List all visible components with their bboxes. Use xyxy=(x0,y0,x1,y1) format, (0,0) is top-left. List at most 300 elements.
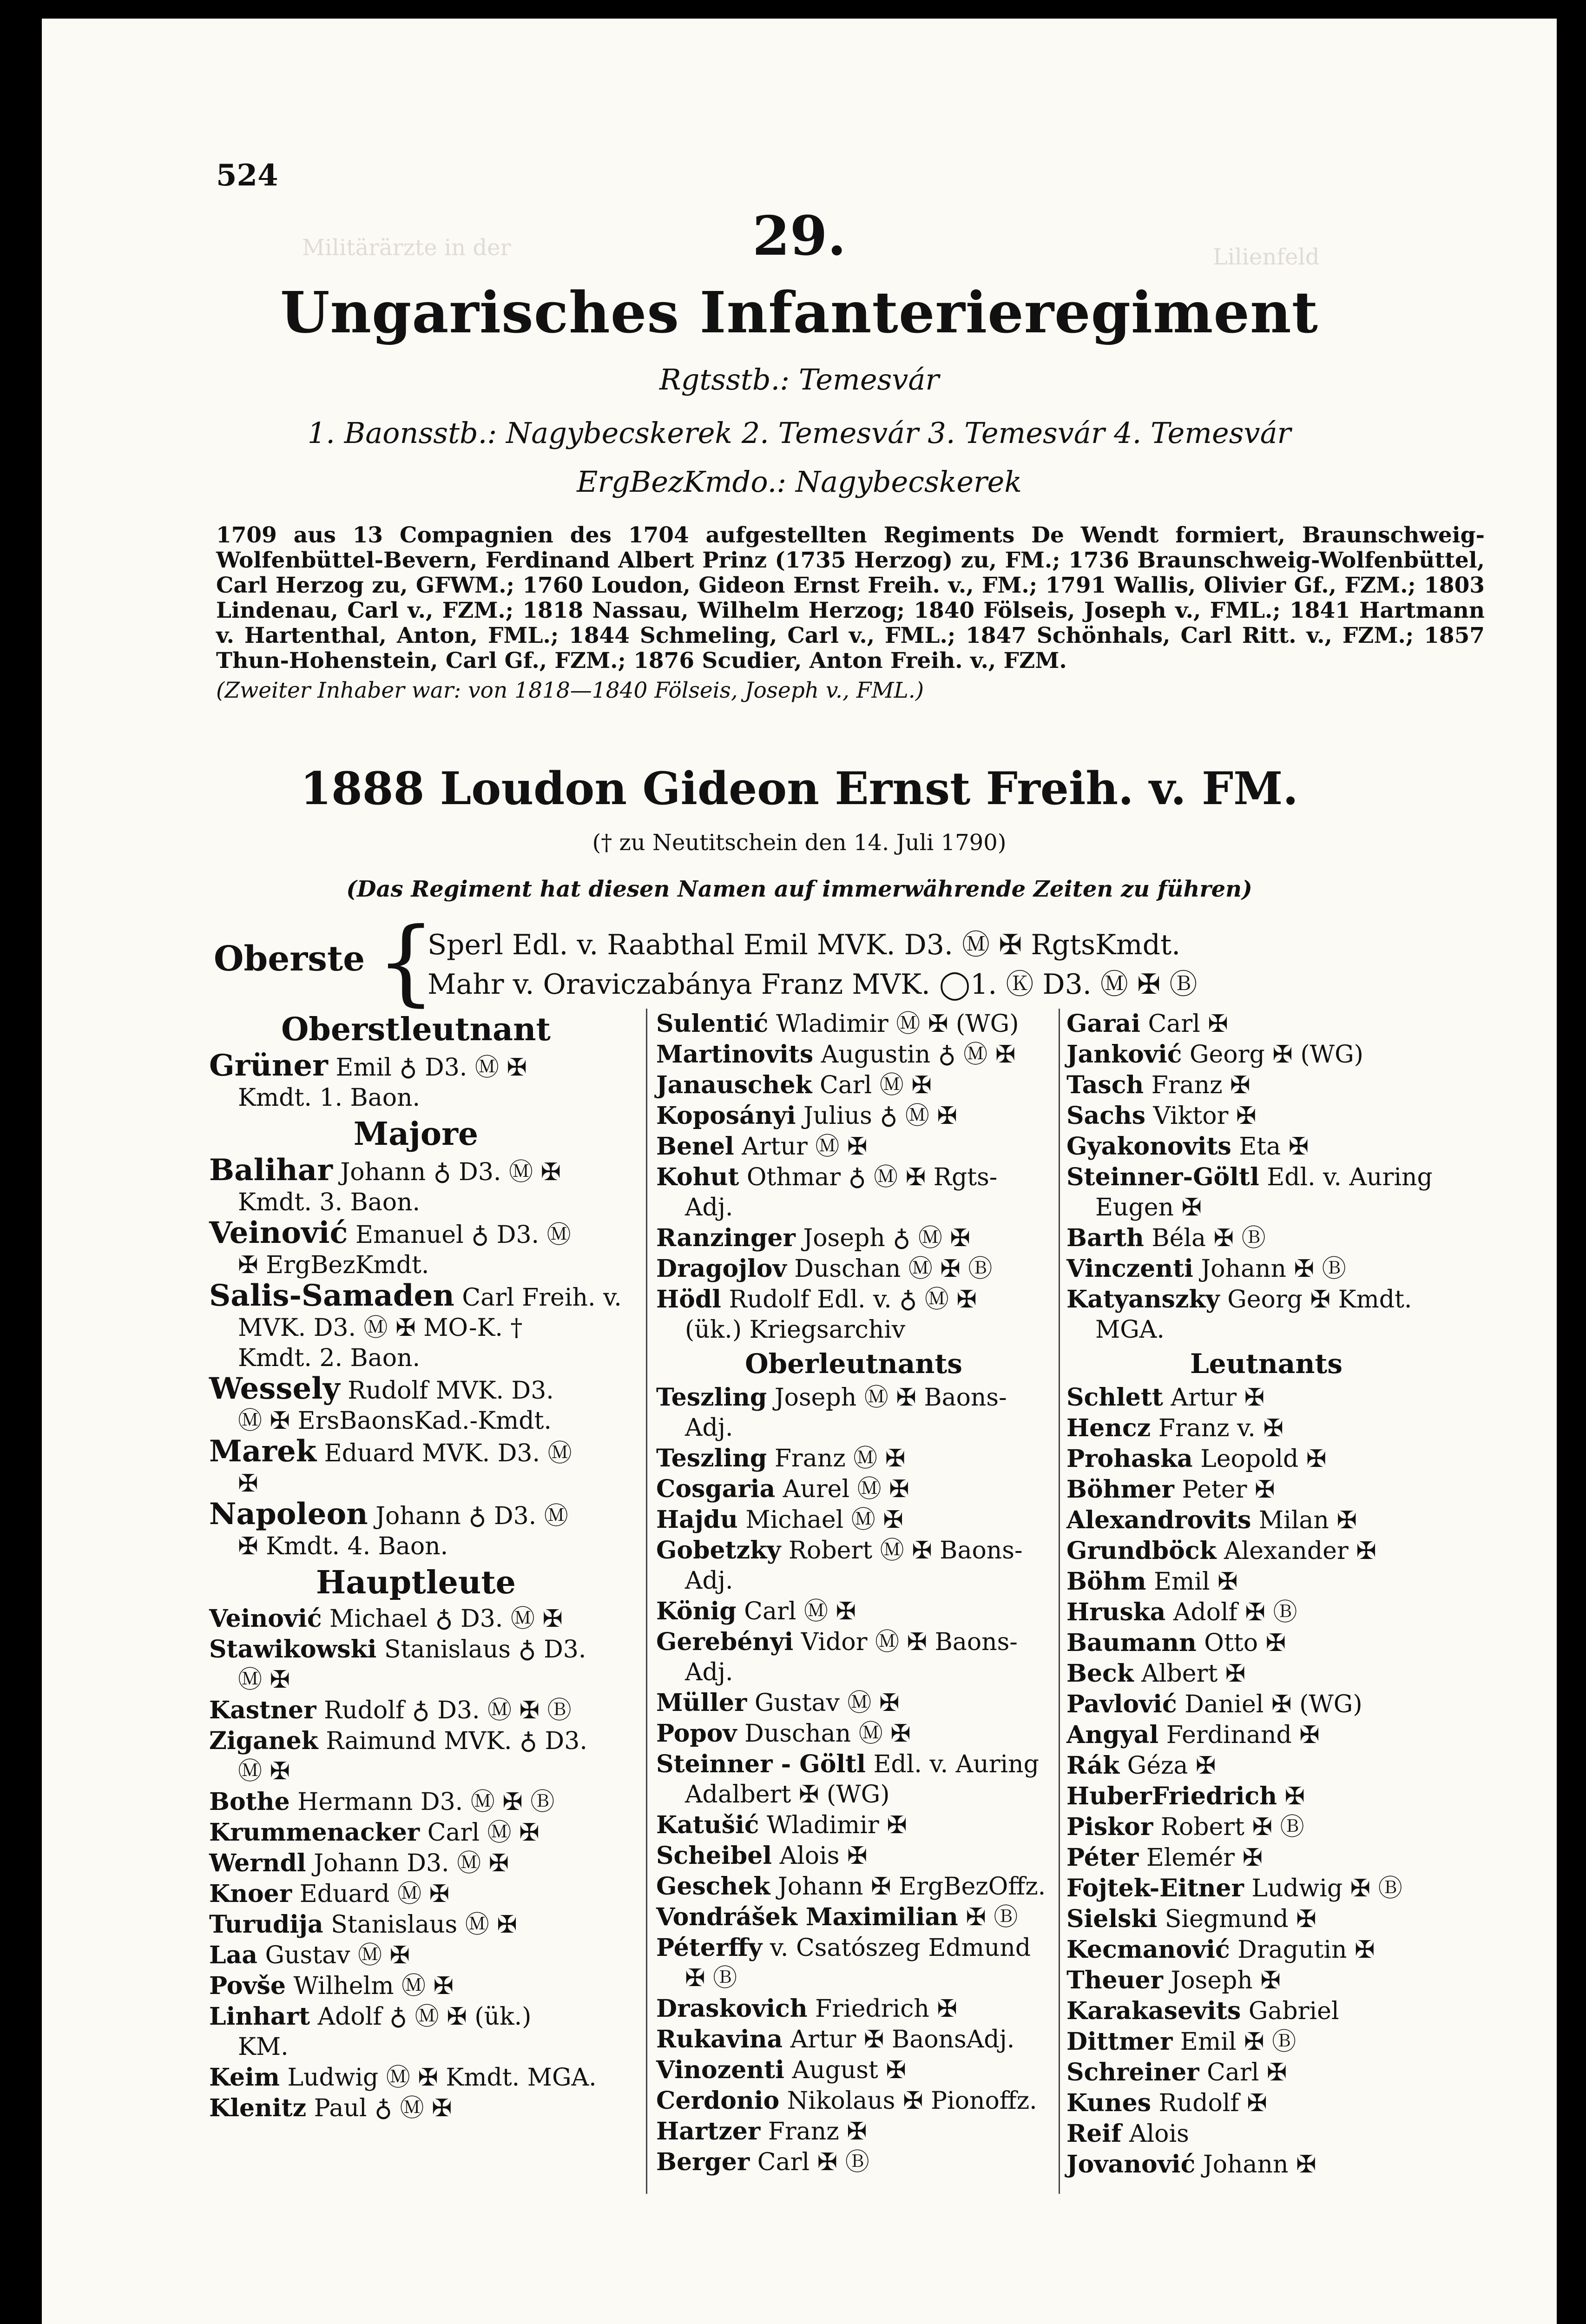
officer-entry xyxy=(1066,1101,1466,1131)
entry-continuation: Adalbert ✠ (WG) xyxy=(685,1781,890,1809)
officer-surname: Péterffy xyxy=(656,1934,763,1962)
officer-entry xyxy=(1066,1162,1466,1193)
officer-surname: Piskor xyxy=(1066,1813,1153,1841)
officer-details: Béla ✠ Ⓑ xyxy=(1144,1224,1266,1252)
officer-surname: Garai xyxy=(1066,1010,1140,1038)
officer-details: Joseph ✠ xyxy=(1163,1967,1281,1994)
owner-death-note: († zu Neutitschein den 14. Juli 1790) xyxy=(592,830,1007,856)
officer-surname: Povše xyxy=(209,1972,286,2000)
entry-continuation: KM. xyxy=(238,2033,289,2061)
officer-surname: Koposányi xyxy=(656,1102,796,1130)
officer-details: Eduard MVK. D3. Ⓜ xyxy=(316,1439,572,1467)
officer-entry xyxy=(1066,1658,1466,1689)
officer-entry xyxy=(1066,1009,1466,1039)
roster-column-1 xyxy=(209,1009,623,2124)
oberst-entry: Sperl Edl. v. Raabthal Emil MVK. D3. Ⓜ ✠ RgtsKmdt. xyxy=(428,929,1181,961)
officer-entry xyxy=(1066,1628,1466,1658)
officer-details: Daniel ✠ (WG) xyxy=(1177,1690,1362,1718)
officer-surname: Werndl xyxy=(209,1849,306,1877)
bleed-through-text: Lilienfeld xyxy=(1213,244,1320,270)
officer-surname: Ranzinger xyxy=(656,1224,796,1252)
officer-details: Stanislaus ♁ D3. xyxy=(376,1636,586,1664)
officer-details: Elemér ✠ xyxy=(1138,1844,1263,1872)
officer-details: Milan ✠ xyxy=(1251,1506,1357,1534)
officer-surname: HuberFriedrich xyxy=(1066,1782,1277,1810)
officer-details: Peter ✠ xyxy=(1174,1476,1275,1504)
officer-surname: Baumann xyxy=(1066,1629,1197,1657)
officer-entry xyxy=(1066,1536,1466,1566)
officer-details: Carl Ⓜ ✠ xyxy=(736,1598,856,1625)
officer-details: Stanislaus Ⓜ ✠ xyxy=(323,1911,517,1939)
officer-details: Adolf ✠ Ⓑ xyxy=(1165,1598,1297,1626)
officer-details: Michael ♁ D3. Ⓜ ✠ xyxy=(322,1605,563,1633)
officer-entry xyxy=(656,1131,1051,1162)
officer-entry xyxy=(209,1634,623,1665)
officer-entry xyxy=(656,1902,1051,1933)
officer-entry xyxy=(656,2055,1051,2086)
officer-details: Michael Ⓜ ✠ xyxy=(737,1506,903,1534)
officer-details: Emanuel ♁ D3. Ⓜ xyxy=(348,1221,571,1249)
officer-details: Augustin ♁ Ⓜ ✠ xyxy=(813,1041,1016,1069)
officer-entry xyxy=(656,1688,1051,1718)
entry-continuation: Eugen ✠ xyxy=(1095,1194,1202,1221)
officer-details: Carl ✠ xyxy=(1199,2059,1287,2086)
officer-details: Artur Ⓜ ✠ xyxy=(734,1133,868,1161)
regiment-name: Ungarisches Infanterieregiment xyxy=(280,279,1319,346)
officer-surname: Gobetzky xyxy=(656,1536,781,1565)
second-owner-note: (Zweiter Inhaber war: von 1818—1840 Fölseis, Joseph v., FML.) xyxy=(216,678,924,703)
officer-surname: Steinner - Göltl xyxy=(656,1750,866,1778)
officer-details: Paul ♁ Ⓜ ✠ xyxy=(306,2094,452,2122)
column-divider xyxy=(1059,1009,1060,2194)
officer-details: v. Csatószeg Edmund xyxy=(762,1934,1031,1962)
officer-entry xyxy=(656,1871,1051,1902)
regiment-history xyxy=(216,523,1485,703)
officer-entry xyxy=(209,1817,623,1848)
officer-surname: Laa xyxy=(209,1941,257,1969)
officer-surname: Müller xyxy=(656,1689,747,1717)
officer-details: Georg ✠ (WG) xyxy=(1182,1041,1363,1069)
officer-surname: Stawikowski xyxy=(209,1635,377,1664)
officer-entry xyxy=(1066,1597,1466,1628)
rank-heading: Majore xyxy=(353,1116,479,1153)
officer-surname: Kunes xyxy=(1066,2089,1152,2117)
officer-details: Gustav Ⓜ ✠ xyxy=(257,1941,410,1969)
officer-details: Carl Ⓜ ✠ xyxy=(420,1819,540,1847)
officer-details: Franz v. ✠ xyxy=(1151,1414,1283,1442)
officer-details: Artur ✠ xyxy=(1163,1384,1265,1412)
officer-entry xyxy=(1066,1382,1466,1413)
officer-details: Johann ✠ Ⓑ xyxy=(1193,1255,1346,1283)
officer-details: Wladimir ✠ xyxy=(759,1811,907,1839)
officer-surname: Angyal xyxy=(1066,1721,1159,1749)
officer-surname: Reif xyxy=(1066,2119,1122,2148)
officer-surname: Vondrášek Maximilian xyxy=(656,1903,958,1931)
officer-entry xyxy=(656,2147,1051,2178)
officer-surname: Böhm xyxy=(1066,1567,1146,1596)
officer-surname: Knoer xyxy=(209,1880,292,1908)
page-number: 524 xyxy=(216,158,278,193)
brace-icon: { xyxy=(376,908,436,1016)
officer-details: ✠ xyxy=(1277,1783,1305,1810)
officer-details: Adolf ♁ Ⓜ ✠ (ük.) xyxy=(310,2003,532,2031)
officer-entry xyxy=(209,1373,623,1406)
officer-entry xyxy=(656,2024,1051,2055)
officer-details: Rudolf ✠ xyxy=(1151,2089,1267,2117)
officer-entry xyxy=(209,1499,623,1532)
officer-surname: Jovanović xyxy=(1066,2150,1196,2179)
column-divider xyxy=(646,1009,647,2194)
officer-entry xyxy=(1066,1812,1466,1842)
oberste-heading: Oberste xyxy=(214,939,365,979)
officer-entry xyxy=(1066,1934,1466,1965)
officer-details: Julius ♁ Ⓜ ✠ xyxy=(796,1102,958,1130)
officer-entry xyxy=(1066,1254,1466,1284)
officer-surname: Ziganek xyxy=(209,1727,318,1755)
officer-surname: Turudija xyxy=(209,1910,323,1939)
officer-entry xyxy=(656,1223,1051,1254)
officer-surname: Benel xyxy=(656,1132,734,1161)
officer-surname: Péter xyxy=(1066,1843,1139,1872)
officer-details: Raimund MVK. ♁ D3. xyxy=(318,1727,587,1755)
officer-details: ✠ Ⓑ xyxy=(958,1903,1018,1931)
officer-details: Johann ✠ xyxy=(1195,2151,1316,2179)
roster-column-2 xyxy=(656,1009,1051,2178)
officer-surname: Keim xyxy=(209,2063,280,2092)
recruiting-district: ErgBezKmdo.: Nagybecskerek xyxy=(577,465,1022,499)
officer-surname: Kecmanović xyxy=(1066,1935,1230,1964)
regiment-number: 29. xyxy=(752,205,846,268)
officer-surname: Theuer xyxy=(1066,1966,1163,1994)
officer-entry xyxy=(209,1909,623,1940)
officer-surname: Sielski xyxy=(1066,1905,1158,1933)
officer-entry xyxy=(1066,1505,1466,1536)
officer-entry xyxy=(656,2086,1051,2116)
officer-entry xyxy=(656,1284,1051,1315)
officer-details: Alois xyxy=(1121,2120,1189,2148)
officer-details: Siegmund ✠ xyxy=(1157,1905,1316,1933)
rank-heading: Oberleutnants xyxy=(745,1348,962,1380)
entry-continuation: MGA. xyxy=(1095,1316,1165,1344)
officer-entry xyxy=(656,1933,1051,1963)
officer-entry xyxy=(656,1443,1051,1474)
officer-entry xyxy=(1066,1873,1466,1904)
officer-details: Franz ✠ xyxy=(1144,1071,1250,1099)
officer-surname: Marek xyxy=(209,1434,317,1469)
officer-entry xyxy=(656,1994,1051,2024)
regiment-staff: Rgtsstb.: Temesvár xyxy=(659,363,939,396)
entry-continuation: Ⓜ ✠ xyxy=(238,1666,290,1694)
officer-surname: Steinner-Göltl xyxy=(1066,1163,1259,1191)
officer-entry xyxy=(209,1787,623,1817)
officer-details: Duschan Ⓜ ✠ xyxy=(737,1720,911,1748)
history-text: 1709 aus 13 Compagnien des 1704 aufgestellten Regiments De Wendt formiert, Braunschweig-Wolfenbüttel-Bevern, Ferdinand Albert Prinz (1735 Herzog) zu, FM.; 1736 Braunschweig-Wolfenbüttel, Carl Herzog zu, GFWM.; 1760 Loudon, Gideon Ernst Freih. v., FM.; 1791 Wallis, Olivier Gf., FZM.; 1803 Lindenau, Carl v., FZM.; 1818 Nassau, Wilhelm Herzog; 1840 Fölseis, Joseph v., FML.; 1841 Hartmann v. Hartenthal, Anton, FML.; 1844 Schmeling, Carl v., FML.; 1847 Schönhals, Carl Ritt. v., FZM.; 1857 Thun-Hohenstein, Carl Gf., FZM.; 1876 Scudier, Anton Freih. v., FZM. xyxy=(216,522,1485,673)
officer-entry xyxy=(656,1009,1051,1039)
officer-surname: Kastner xyxy=(209,1696,316,1724)
officer-surname: Napoleon xyxy=(209,1497,368,1532)
officer-entry xyxy=(1066,1284,1466,1315)
officer-surname: Grundböck xyxy=(1066,1537,1217,1565)
officer-surname: Teszling xyxy=(656,1383,767,1412)
officer-entry xyxy=(656,1627,1051,1657)
officer-entry xyxy=(1066,1474,1466,1505)
officer-details: Viktor ✠ xyxy=(1145,1102,1257,1130)
officer-surname: Dragojlov xyxy=(656,1254,787,1283)
officer-details: Franz Ⓜ ✠ xyxy=(767,1445,906,1472)
officer-surname: Hruska xyxy=(1066,1598,1166,1626)
officer-entry xyxy=(1066,1223,1466,1254)
officer-entry xyxy=(209,1879,623,1909)
bleed-through-text: Militärärzte in der xyxy=(302,235,511,261)
officer-entry xyxy=(656,1749,1051,1780)
officer-entry xyxy=(1066,1965,1466,1996)
officer-details: Johann ✠ ErgBezOffz. xyxy=(770,1873,1046,1901)
entry-continuation: Ⓜ ✠ xyxy=(238,1757,290,1785)
officer-entry xyxy=(1066,1720,1466,1750)
officer-surname: Schlett xyxy=(1066,1383,1163,1412)
officer-surname: Rukavina xyxy=(656,2025,783,2053)
officer-details: Duschan Ⓜ ✠ Ⓑ xyxy=(786,1255,993,1283)
officer-surname: Barth xyxy=(1066,1224,1144,1252)
rank-heading: Oberstleutnant xyxy=(281,1011,551,1048)
officer-entry xyxy=(1066,1996,1466,2027)
officer-surname: Krummenacker xyxy=(209,1818,420,1847)
officer-entry xyxy=(656,1101,1051,1131)
officer-surname: Klenitz xyxy=(209,2094,307,2122)
entry-continuation: ✠ Kmdt. 4. Baon. xyxy=(238,1532,448,1560)
officer-details: Carl Freih. v. xyxy=(454,1284,622,1312)
rank-heading: Leutnants xyxy=(1190,1348,1343,1380)
officer-entry xyxy=(1066,1904,1466,1934)
officer-entry xyxy=(656,1841,1051,1871)
officer-entry xyxy=(656,1254,1051,1284)
officer-details: Georg ✠ Kmdt. xyxy=(1219,1286,1412,1314)
officer-surname: Geschek xyxy=(656,1872,770,1901)
officer-details: Géza ✠ xyxy=(1119,1752,1216,1780)
officer-surname: Schreiner xyxy=(1066,2058,1199,2086)
entry-continuation: Kmdt. 1. Baon. xyxy=(238,1084,421,1112)
officer-entry xyxy=(656,2116,1051,2147)
officer-entry xyxy=(1066,2027,1466,2057)
officer-entry xyxy=(209,1155,623,1188)
officer-surname: Popov xyxy=(656,1719,737,1748)
officer-surname: Martinovits xyxy=(656,1040,814,1069)
officer-details: Emil ♁ D3. Ⓜ ✠ xyxy=(328,1054,527,1082)
officer-entry xyxy=(1066,1566,1466,1597)
officer-surname: Gyakonovits xyxy=(1066,1132,1231,1161)
officer-surname: Salis-Samaden xyxy=(209,1278,454,1313)
officer-entry xyxy=(209,2062,623,2093)
entry-continuation: ✠ ErgBezKmdt. xyxy=(238,1251,429,1279)
officer-surname: Karakasevits xyxy=(1066,1997,1241,2025)
officer-surname: Veinović xyxy=(209,1604,322,1633)
officer-details: Ludwig ✠ Ⓑ xyxy=(1244,1875,1402,1902)
entry-continuation: (ük.) Kriegsarchiv xyxy=(685,1316,906,1344)
officer-details: Nikolaus ✠ Pionoffz. xyxy=(779,2087,1037,2115)
officer-details: Otto ✠ xyxy=(1196,1629,1286,1657)
officer-details: Johann ♁ D3. Ⓜ ✠ xyxy=(332,1158,561,1186)
officer-details: Rudolf MVK. D3. xyxy=(340,1377,554,1405)
officer-entry xyxy=(209,2093,623,2124)
officer-surname: Sachs xyxy=(1066,1102,1145,1130)
entry-continuation: Kmdt. 2. Baon. xyxy=(238,1344,421,1372)
officer-details: Franz ✠ xyxy=(760,2118,867,2146)
entry-continuation: Adj. xyxy=(685,1567,733,1595)
officer-details: Rudolf ♁ D3. Ⓜ ✠ Ⓑ xyxy=(316,1697,572,1724)
officer-details: Wilhelm Ⓜ ✠ xyxy=(285,1972,454,2000)
officer-entry xyxy=(209,1940,623,1971)
officer-details: Robert Ⓜ ✠ Baons- xyxy=(781,1537,1023,1565)
officer-entry xyxy=(209,1695,623,1726)
officer-details: Edl. v. Auring xyxy=(865,1750,1039,1778)
officer-surname: Cosgaria xyxy=(656,1475,776,1503)
officer-surname: Janauschek xyxy=(656,1071,812,1099)
officer-surname: König xyxy=(656,1597,737,1625)
officer-details: Carl Ⓜ ✠ xyxy=(812,1071,932,1099)
roster-column-3 xyxy=(1066,1009,1466,2180)
officer-details: Vidor Ⓜ ✠ Baons- xyxy=(793,1628,1018,1656)
regiment-owner: 1888 Loudon Gideon Ernst Freih. v. FM. xyxy=(300,762,1298,815)
officer-details: Alexander ✠ xyxy=(1216,1537,1376,1565)
entry-continuation: Kmdt. 3. Baon. xyxy=(238,1188,421,1216)
officer-entry xyxy=(1066,1413,1466,1444)
officer-surname: Pavlović xyxy=(1066,1690,1177,1718)
officer-entry xyxy=(1066,1444,1466,1474)
entry-continuation: MVK. D3. Ⓜ ✠ MO-K. † xyxy=(238,1314,523,1342)
officer-surname: Linhart xyxy=(209,2002,310,2031)
officer-details: Hermann D3. Ⓜ ✠ Ⓑ xyxy=(290,1788,555,1816)
officer-details: Aurel Ⓜ ✠ xyxy=(775,1475,909,1503)
regiment-name-note: (Das Regiment hat diesen Namen auf immerwährende Zeiten zu führen) xyxy=(346,876,1252,902)
officer-details: Dragutin ✠ xyxy=(1230,1936,1375,1964)
officer-details: Carl ✠ Ⓑ xyxy=(750,2148,869,2176)
officer-entry xyxy=(1066,2057,1466,2088)
officer-entry xyxy=(209,1050,623,1083)
officer-surname: Grüner xyxy=(209,1048,328,1083)
entry-continuation: ✠ xyxy=(238,1470,258,1498)
entry-continuation: Ⓜ ✠ ErsBaonsKad.-Kmdt. xyxy=(238,1407,552,1435)
officer-surname: Alexandrovits xyxy=(1066,1506,1251,1534)
officer-details: Gustav Ⓜ ✠ xyxy=(747,1689,900,1717)
officer-surname: Vinozenti xyxy=(656,2056,784,2084)
officer-entry xyxy=(1066,1131,1466,1162)
officer-details: Eduard Ⓜ ✠ xyxy=(292,1880,450,1908)
officer-surname: Bothe xyxy=(209,1788,290,1816)
officer-surname: Hencz xyxy=(1066,1414,1151,1442)
officer-details: Friedrich ✠ xyxy=(807,1995,957,2023)
officer-entry xyxy=(656,1039,1051,1070)
officer-entry xyxy=(656,1070,1051,1101)
officer-entry xyxy=(1066,1070,1466,1101)
officer-surname: Böhmer xyxy=(1066,1475,1174,1504)
officer-entry xyxy=(656,1596,1051,1627)
officer-surname: Hartzer xyxy=(656,2117,761,2146)
entry-continuation: ✠ Ⓑ xyxy=(685,1964,737,1992)
officer-entry xyxy=(1066,2088,1466,2119)
officer-surname: Dittmer xyxy=(1066,2027,1173,2056)
officer-details: Johann ♁ D3. Ⓜ xyxy=(368,1502,568,1530)
officer-surname: Hajdu xyxy=(656,1505,738,1534)
officer-details: Joseph ♁ Ⓜ ✠ xyxy=(795,1224,970,1252)
officer-surname: Katyanszky xyxy=(1066,1285,1220,1314)
officer-details: Wladimir Ⓜ ✠ (WG) xyxy=(768,1010,1019,1038)
officer-details: Carl ✠ xyxy=(1140,1010,1228,1038)
officer-entry xyxy=(209,1726,623,1756)
officer-surname: Katušić xyxy=(656,1811,759,1839)
officer-entry xyxy=(1066,1750,1466,1781)
document-page xyxy=(42,19,1557,2324)
officer-surname: Hödl xyxy=(656,1285,721,1314)
officer-details: Joseph Ⓜ ✠ Baons- xyxy=(767,1384,1007,1412)
officer-entry xyxy=(656,1535,1051,1566)
officer-details: Edl. v. Auring xyxy=(1259,1163,1433,1191)
officer-details: Robert ✠ Ⓑ xyxy=(1153,1813,1304,1841)
officer-surname: Rák xyxy=(1066,1751,1120,1780)
officer-entry xyxy=(209,1848,623,1879)
officer-entry xyxy=(209,1604,623,1634)
officer-entry xyxy=(1066,1781,1466,1812)
officer-details: Eta ✠ xyxy=(1231,1133,1309,1161)
rank-heading: Hauptleute xyxy=(316,1564,516,1601)
oberst-entry: Mahr v. Oraviczabánya Franz MVK. ◯1. Ⓚ D3. Ⓜ ✠ Ⓑ xyxy=(428,968,1198,1001)
officer-entry xyxy=(1066,1039,1466,1070)
officer-details: Gabriel xyxy=(1241,1997,1339,2025)
officer-surname: Fojtek-Eitner xyxy=(1066,1874,1244,1902)
officer-entry xyxy=(656,1505,1051,1535)
officer-surname: Beck xyxy=(1066,1659,1134,1688)
officer-surname: Scheibel xyxy=(656,1842,772,1870)
officer-details: Rudolf Edl. v. ♁ Ⓜ ✠ xyxy=(721,1286,977,1314)
officer-details: Emil ✠ xyxy=(1146,1568,1238,1596)
officer-details: Emil ✠ Ⓑ xyxy=(1172,2028,1296,2056)
entry-continuation: Adj. xyxy=(685,1414,733,1442)
officer-details: Albert ✠ xyxy=(1133,1660,1246,1688)
officer-surname: Veinović xyxy=(209,1215,348,1250)
officer-surname: Teszling xyxy=(656,1444,767,1472)
officer-entry xyxy=(209,1971,623,2001)
officer-entry xyxy=(1066,1842,1466,1873)
officer-surname: Sulentić xyxy=(656,1010,769,1038)
officer-surname: Berger xyxy=(656,2148,750,2176)
officer-entry xyxy=(1066,2119,1466,2149)
officer-details: Artur ✠ BaonsAdj. xyxy=(783,2026,1015,2053)
officer-details: Othmar ♁ Ⓜ ✠ Rgts- xyxy=(739,1163,998,1191)
officer-entry xyxy=(209,1215,623,1250)
officer-details: Ferdinand ✠ xyxy=(1158,1721,1320,1749)
officer-surname: Wessely xyxy=(209,1371,340,1406)
officer-entry xyxy=(209,1278,623,1313)
officer-entry xyxy=(656,1718,1051,1749)
officer-surname: Tasch xyxy=(1066,1071,1144,1099)
officer-details: Alois ✠ xyxy=(772,1842,868,1870)
officer-surname: Kohut xyxy=(656,1163,739,1191)
officer-surname: Vinczenti xyxy=(1066,1254,1193,1283)
officer-entry xyxy=(656,1474,1051,1505)
officer-entry xyxy=(209,2001,623,2032)
officer-entry xyxy=(209,1436,623,1469)
officer-entry xyxy=(656,1162,1051,1193)
entry-continuation: Adj. xyxy=(685,1658,733,1686)
officer-entry xyxy=(656,1382,1051,1413)
officer-surname: Prohaska xyxy=(1066,1445,1193,1473)
officer-surname: Janković xyxy=(1066,1040,1182,1069)
officer-surname: Cerdonio xyxy=(656,2086,780,2115)
battalion-staffs: 1. Baonsstb.: Nagybecskerek 2. Temesvár 3. Temesvár 4. Temesvár xyxy=(307,416,1291,450)
officer-entry xyxy=(1066,1689,1466,1720)
entry-continuation: Adj. xyxy=(685,1194,733,1221)
officer-entry xyxy=(1066,2149,1466,2180)
officer-details: Ludwig Ⓜ ✠ Kmdt. MGA. xyxy=(279,2064,597,2092)
